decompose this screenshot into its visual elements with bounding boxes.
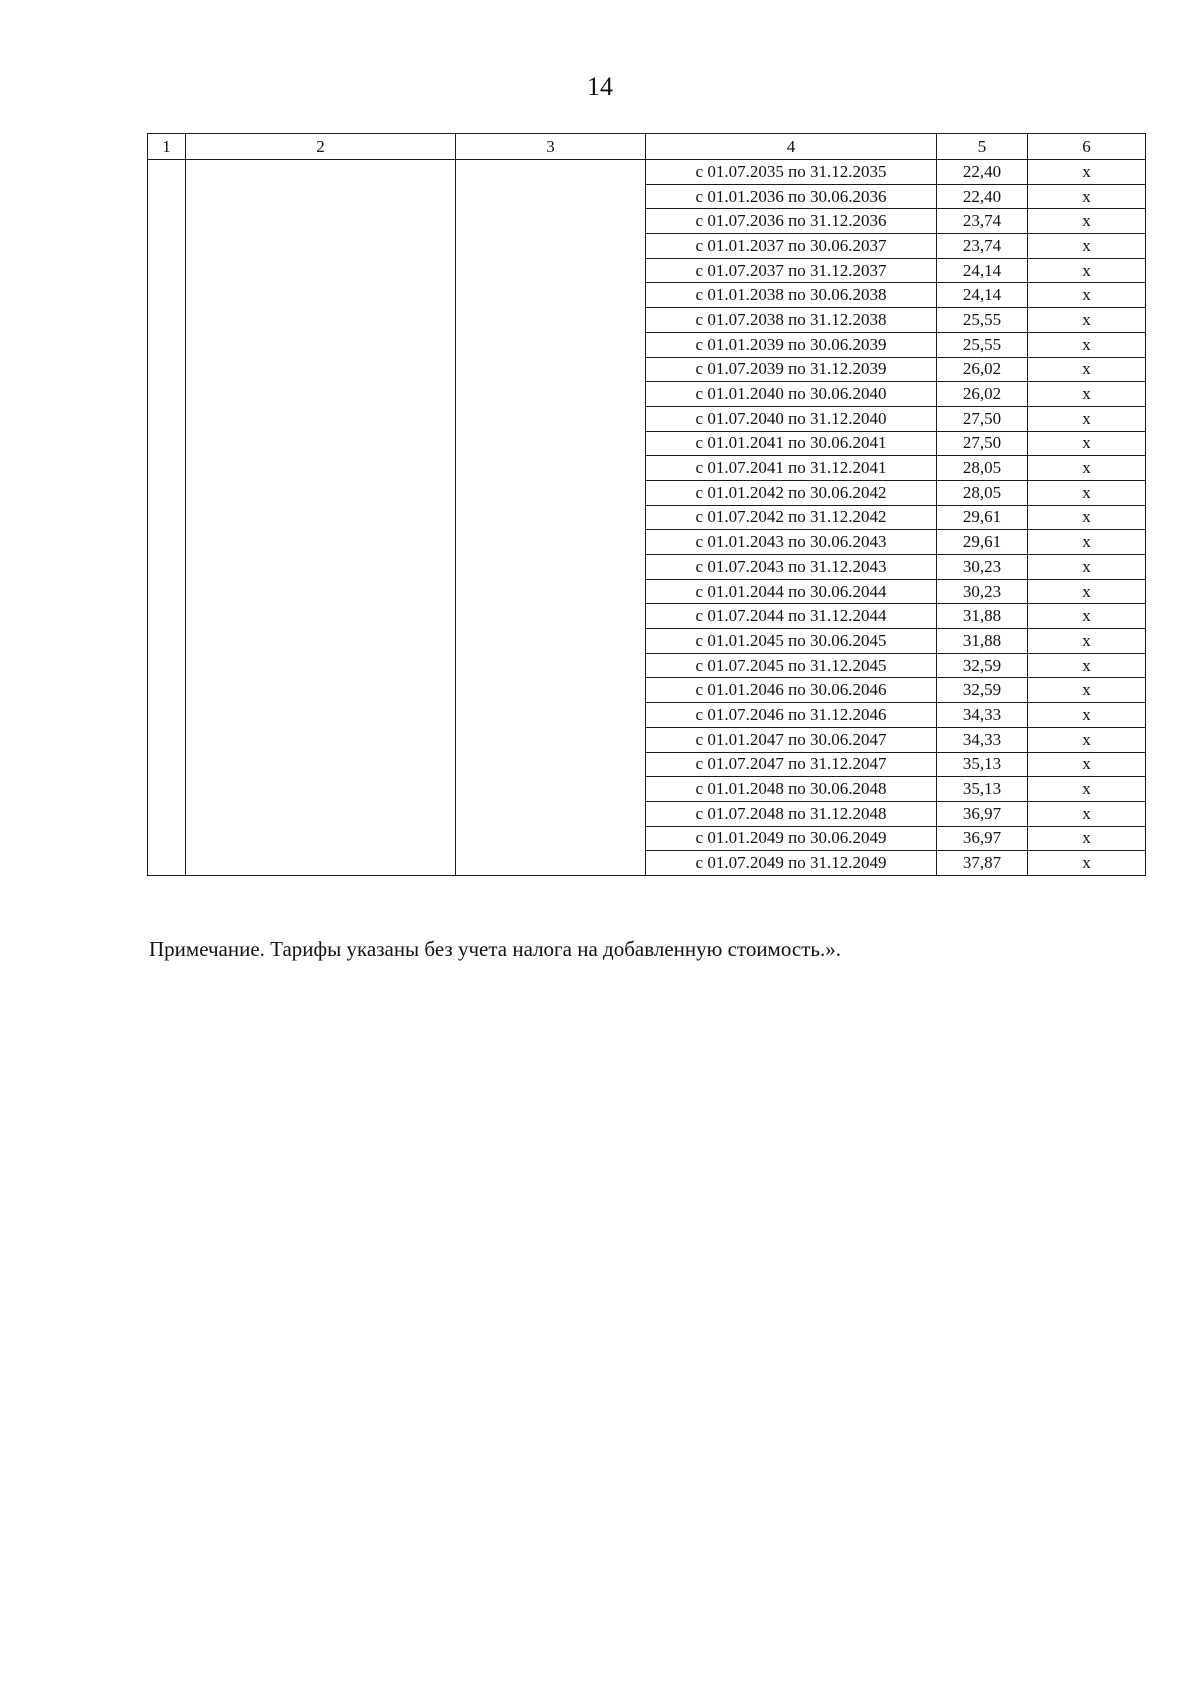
note-text: Примечание. Тарифы указаны без учета налога на добавленную стоимость.». xyxy=(149,937,841,961)
period-cell: с 01.07.2042 по 31.12.2042 xyxy=(646,505,937,530)
tariff-value-cell: 31,88 xyxy=(937,604,1028,629)
tariff-value-cell: 36,97 xyxy=(937,801,1028,826)
mark-cell: х xyxy=(1028,579,1146,604)
column-header: 4 xyxy=(646,134,937,160)
column-header: 3 xyxy=(456,134,646,160)
mark-cell: х xyxy=(1028,530,1146,555)
mark-cell: х xyxy=(1028,703,1146,728)
period-cell: с 01.01.2042 по 30.06.2042 xyxy=(646,480,937,505)
mark-cell: х xyxy=(1028,727,1146,752)
period-cell: с 01.07.2041 по 31.12.2041 xyxy=(646,456,937,481)
tariff-value-cell: 29,61 xyxy=(937,530,1028,555)
mark-cell: х xyxy=(1028,555,1146,580)
tariff-value-cell: 30,23 xyxy=(937,555,1028,580)
mark-cell: х xyxy=(1028,357,1146,382)
mark-cell: х xyxy=(1028,604,1146,629)
period-cell: с 01.01.2047 по 30.06.2047 xyxy=(646,727,937,752)
tariff-value-cell: 24,14 xyxy=(937,283,1028,308)
mark-cell: х xyxy=(1028,752,1146,777)
tariff-value-cell: 28,05 xyxy=(937,456,1028,481)
mark-cell: х xyxy=(1028,505,1146,530)
tariff-value-cell: 35,13 xyxy=(937,752,1028,777)
period-cell: с 01.01.2046 по 30.06.2046 xyxy=(646,678,937,703)
merged-empty-cell xyxy=(148,160,186,876)
tariff-value-cell: 26,02 xyxy=(937,357,1028,382)
tariff-value-cell: 35,13 xyxy=(937,777,1028,802)
tariff-value-cell: 25,55 xyxy=(937,332,1028,357)
mark-cell: х xyxy=(1028,308,1146,333)
mark-cell: х xyxy=(1028,209,1146,234)
period-cell: с 01.01.2044 по 30.06.2044 xyxy=(646,579,937,604)
period-cell: с 01.07.2049 по 31.12.2049 xyxy=(646,851,937,876)
period-cell: с 01.01.2040 по 30.06.2040 xyxy=(646,382,937,407)
tariff-value-cell: 27,50 xyxy=(937,431,1028,456)
period-cell: с 01.01.2036 по 30.06.2036 xyxy=(646,184,937,209)
tariff-value-cell: 31,88 xyxy=(937,629,1028,654)
table-header-row xyxy=(148,134,1146,160)
tariff-value-cell: 36,97 xyxy=(937,826,1028,851)
mark-cell: х xyxy=(1028,678,1146,703)
tariff-value-cell: 25,55 xyxy=(937,308,1028,333)
mark-cell: х xyxy=(1028,629,1146,654)
mark-cell: х xyxy=(1028,283,1146,308)
tariff-value-cell: 34,33 xyxy=(937,727,1028,752)
tariff-table-body xyxy=(148,134,1146,876)
period-cell: с 01.07.2039 по 31.12.2039 xyxy=(646,357,937,382)
mark-cell: х xyxy=(1028,431,1146,456)
period-cell: с 01.07.2038 по 31.12.2038 xyxy=(646,308,937,333)
period-cell: с 01.07.2047 по 31.12.2047 xyxy=(646,752,937,777)
mark-cell: х xyxy=(1028,826,1146,851)
tariff-value-cell: 26,02 xyxy=(937,382,1028,407)
mark-cell: х xyxy=(1028,851,1146,876)
mark-cell: х xyxy=(1028,382,1146,407)
period-cell: с 01.01.2048 по 30.06.2048 xyxy=(646,777,937,802)
mark-cell: х xyxy=(1028,234,1146,259)
period-cell: с 01.01.2037 по 30.06.2037 xyxy=(646,234,937,259)
period-cell: с 01.01.2045 по 30.06.2045 xyxy=(646,629,937,654)
merged-empty-cell xyxy=(456,160,646,876)
period-cell: с 01.07.2044 по 31.12.2044 xyxy=(646,604,937,629)
mark-cell: х xyxy=(1028,777,1146,802)
period-cell: с 01.07.2048 по 31.12.2048 xyxy=(646,801,937,826)
tariff-value-cell: 22,40 xyxy=(937,160,1028,185)
tariff-value-cell: 30,23 xyxy=(937,579,1028,604)
period-cell: с 01.01.2039 по 30.06.2039 xyxy=(646,332,937,357)
tariff-value-cell: 37,87 xyxy=(937,851,1028,876)
mark-cell: х xyxy=(1028,332,1146,357)
period-cell: с 01.07.2045 по 31.12.2045 xyxy=(646,653,937,678)
mark-cell: х xyxy=(1028,258,1146,283)
tariff-value-cell: 32,59 xyxy=(937,678,1028,703)
period-cell: с 01.01.2038 по 30.06.2038 xyxy=(646,283,937,308)
period-cell: с 01.01.2043 по 30.06.2043 xyxy=(646,530,937,555)
tariff-table xyxy=(147,133,1146,876)
period-cell: с 01.07.2043 по 31.12.2043 xyxy=(646,555,937,580)
mark-cell: х xyxy=(1028,456,1146,481)
mark-cell: х xyxy=(1028,160,1146,185)
tariff-value-cell: 23,74 xyxy=(937,234,1028,259)
tariff-value-cell: 28,05 xyxy=(937,480,1028,505)
tariff-value-cell: 32,59 xyxy=(937,653,1028,678)
mark-cell: х xyxy=(1028,406,1146,431)
merged-empty-cell xyxy=(186,160,456,876)
period-cell: с 01.01.2041 по 30.06.2041 xyxy=(646,431,937,456)
mark-cell: х xyxy=(1028,184,1146,209)
column-header: 5 xyxy=(937,134,1028,160)
mark-cell: х xyxy=(1028,653,1146,678)
period-cell: с 01.07.2035 по 31.12.2035 xyxy=(646,160,937,185)
tariff-value-cell: 22,40 xyxy=(937,184,1028,209)
mark-cell: х xyxy=(1028,801,1146,826)
period-cell: с 01.07.2040 по 31.12.2040 xyxy=(646,406,937,431)
tariff-value-cell: 27,50 xyxy=(937,406,1028,431)
period-cell: с 01.07.2046 по 31.12.2046 xyxy=(646,703,937,728)
page-number: 14 xyxy=(587,72,613,101)
table-row xyxy=(148,160,1146,185)
period-cell: с 01.01.2049 по 30.06.2049 xyxy=(646,826,937,851)
column-header: 2 xyxy=(186,134,456,160)
tariff-value-cell: 34,33 xyxy=(937,703,1028,728)
tariff-value-cell: 29,61 xyxy=(937,505,1028,530)
tariff-value-cell: 24,14 xyxy=(937,258,1028,283)
tariff-value-cell: 23,74 xyxy=(937,209,1028,234)
column-header: 1 xyxy=(148,134,186,160)
period-cell: с 01.07.2036 по 31.12.2036 xyxy=(646,209,937,234)
mark-cell: х xyxy=(1028,480,1146,505)
column-header: 6 xyxy=(1028,134,1146,160)
period-cell: с 01.07.2037 по 31.12.2037 xyxy=(646,258,937,283)
